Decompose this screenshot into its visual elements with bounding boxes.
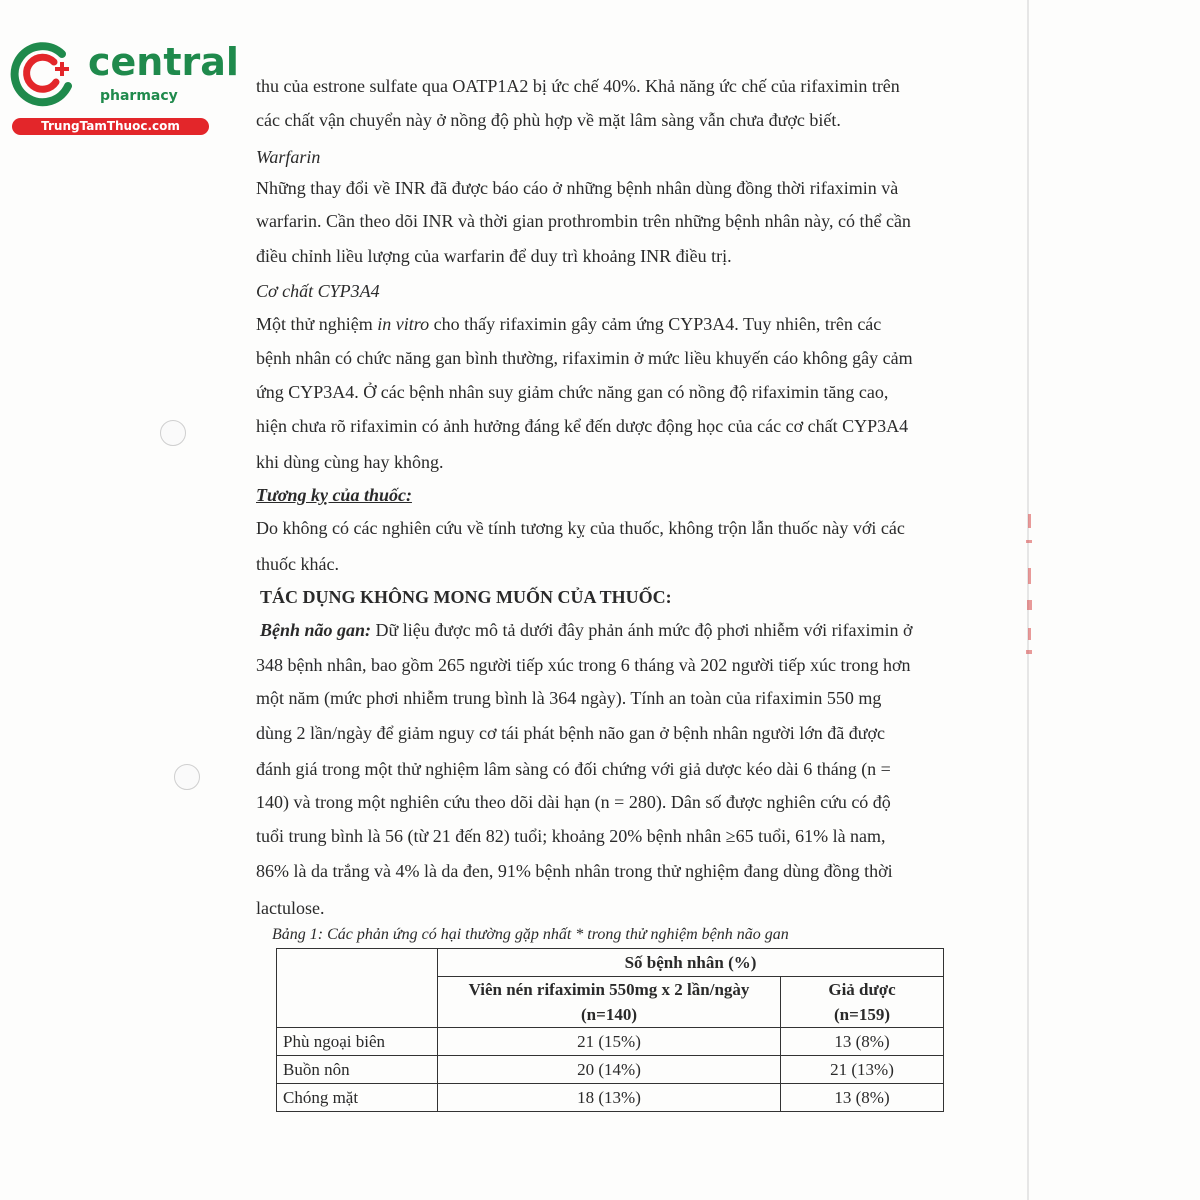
cell-rifaximin: 21 (15%) (438, 1028, 781, 1056)
body-line: dùng 2 lần/ngày để giảm nguy cơ tái phát bệnh não gan ở bệnh nhân người lớn đã được (256, 723, 885, 743)
section-heading-adverse-effects: TÁC DỤNG KHÔNG MONG MUỐN CỦA THUỐC: (260, 587, 672, 607)
body-line: 86% là da trắng và 4% là da đen, 91% bệnh nhân trong thử nghiệm đang dùng đồng thời (256, 861, 893, 881)
body-line: Những thay đổi về INR đã được báo cáo ở những bệnh nhân dùng đồng thời rifaximin và (256, 178, 899, 198)
text-run: Một thử nghiệm (256, 314, 378, 334)
body-line-hepatic (260, 618, 913, 642)
cell-rifaximin: 20 (14%) (438, 1056, 781, 1084)
table-row (277, 1028, 944, 1056)
body-line: ứng CYP3A4. Ở các bệnh nhân suy giảm chức năng gan có nồng độ rifaximin tăng cao, (256, 382, 889, 402)
body-line: 348 bệnh nhân, bao gồm 265 người tiếp xúc trong 6 tháng và 202 người tiếp xúc trong hơn (256, 655, 911, 675)
text-run-bold: Bệnh não gan: (260, 620, 372, 640)
section-title-warfarin: Warfarin (256, 147, 321, 167)
table-group-header: Số bệnh nhân (%) (438, 949, 944, 977)
column-header-rifaximin (438, 977, 781, 1028)
body-line: lactulose. (256, 898, 325, 918)
row-label: Phù ngoại biên (277, 1028, 438, 1056)
table-row (277, 1084, 944, 1112)
binder-hole-upper (160, 420, 186, 446)
text-run: Dữ liệu được mô tả dưới đây phản ánh mức độ phơi nhiễm với rifaximin ở (371, 620, 913, 640)
adverse-reactions-table (276, 948, 944, 1112)
section-title-cyp3a4: Cơ chất CYP3A4 (256, 281, 380, 301)
body-line: thuốc khác. (256, 554, 339, 574)
logo-subtitle: pharmacy (100, 88, 178, 104)
table-corner-cell (277, 949, 438, 1028)
section-title-incompatibility: Tương kỵ của thuốc: (256, 485, 412, 505)
table-row (277, 1056, 944, 1084)
body-line: thu của estrone sulfate qua OATP1A2 bị ức chế 40%. Khả năng ức chế của rifaximin trên (256, 76, 900, 96)
cell-placebo: 13 (8%) (781, 1084, 944, 1112)
body-line: điều chỉnh liều lượng của warfarin để duy trì khoảng INR điều trị. (256, 246, 732, 266)
column-header-line: Viên nén rifaximin 550mg x 2 lần/ngày (468, 980, 750, 999)
body-line: Do không có các nghiên cứu về tính tương kỵ của thuốc, không trộn lẫn thuốc này với các (256, 518, 905, 538)
cell-rifaximin: 18 (13%) (438, 1084, 781, 1112)
text-run: cho thấy rifaximin gây cảm ứng CYP3A4. Tuy nhiên, trên các (429, 314, 882, 334)
column-header-line: Giả dược (828, 980, 896, 999)
logo-url: TrungTamThuoc.com (12, 118, 209, 135)
logo-name: central (88, 40, 239, 84)
body-line-cyp (256, 312, 881, 336)
body-line: một năm (mức phơi nhiễm trung bình là 364 ngày). Tính an toàn của rifaximin 550 mg (256, 688, 882, 708)
row-label: Chóng mặt (277, 1084, 438, 1112)
body-line: hiện chưa rõ rifaximin có ảnh hưởng đáng kể đến dược động học của các cơ chất CYP3A4 (256, 416, 909, 436)
binder-hole-lower (174, 764, 200, 790)
body-line: đánh giá trong một thử nghiệm lâm sàng có đối chứng với giả dược kéo dài 6 tháng (n = (256, 759, 891, 779)
body-line: 140) và trong một nghiên cứu theo dõi dài hạn (n = 280). Dân số được nghiên cứu có độ (256, 792, 891, 812)
column-header-line: (n=159) (834, 1005, 890, 1024)
body-line: khi dùng cùng hay không. (256, 452, 444, 472)
text-run-italic: in vitro (377, 314, 430, 334)
red-stamp-mark (1022, 510, 1038, 670)
row-label: Buồn nôn (277, 1056, 438, 1084)
table-header-row (277, 949, 944, 977)
body-line: bệnh nhân có chức năng gan bình thường, rifaximin ở mức liều khuyến cáo không gây cảm (256, 348, 913, 368)
body-line: tuổi trung bình là 56 (từ 21 đến 82) tuổi; khoảng 20% bệnh nhân ≥65 tuổi, 61% là nam, (256, 826, 886, 846)
column-header-line: (n=140) (581, 1005, 637, 1024)
table-caption: Bảng 1: Các phản ứng có hại thường gặp nhất * trong thử nghiệm bệnh não gan (272, 926, 789, 943)
cell-placebo: 21 (13%) (781, 1056, 944, 1084)
cell-placebo: 13 (8%) (781, 1028, 944, 1056)
body-line: warfarin. Cần theo dõi INR và thời gian prothrombin trên những bệnh nhân này, có thể cần (256, 211, 911, 231)
pharmacy-logo-icon (10, 38, 80, 108)
central-pharmacy-logo (10, 38, 239, 138)
body-line: các chất vận chuyển này ở nồng độ phù hợp về mặt lâm sàng vẫn chưa được biết. (256, 110, 841, 130)
column-header-placebo (781, 977, 944, 1028)
